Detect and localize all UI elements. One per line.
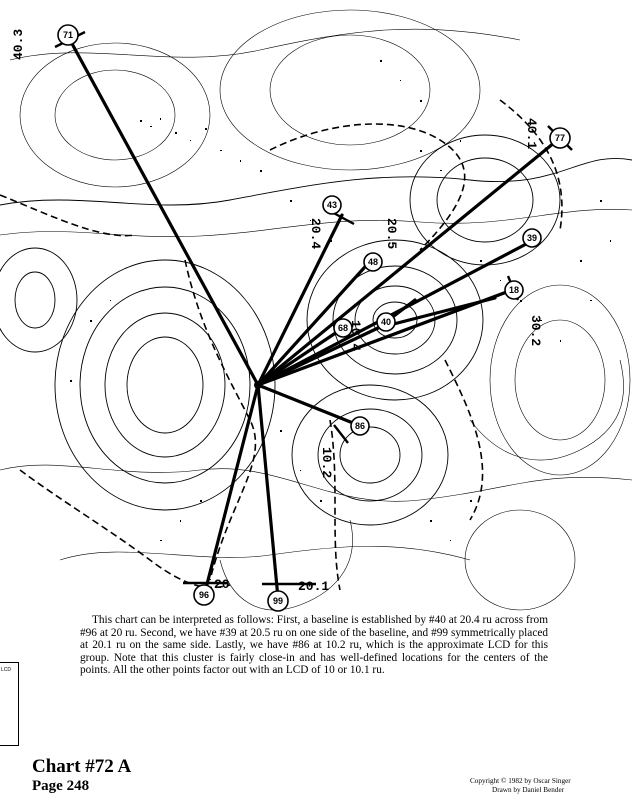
ray-86 bbox=[258, 385, 358, 425]
ray-96 bbox=[205, 385, 258, 592]
value-30-2: 30.2 bbox=[528, 315, 543, 347]
node-48 bbox=[364, 253, 382, 271]
svg-text:96: 96 bbox=[198, 590, 210, 600]
svg-text:68: 68 bbox=[337, 323, 349, 333]
node-43 bbox=[323, 196, 341, 214]
node-96 bbox=[194, 585, 214, 605]
value-10-2: 10.2 bbox=[319, 447, 334, 479]
svg-text:71: 71 bbox=[62, 30, 74, 40]
node-86 bbox=[351, 417, 369, 435]
value-10-4: 10.4 bbox=[348, 320, 363, 352]
node-18 bbox=[505, 281, 523, 299]
page-number: Page 248 bbox=[32, 778, 90, 794]
svg-text:99: 99 bbox=[272, 596, 284, 606]
isobars bbox=[0, 10, 632, 610]
node-71 bbox=[58, 25, 78, 45]
node-39 bbox=[523, 229, 541, 247]
ray-99 bbox=[258, 385, 278, 598]
svg-text:43: 43 bbox=[326, 200, 338, 210]
svg-text:40: 40 bbox=[380, 317, 392, 327]
node-77 bbox=[550, 128, 570, 148]
ray-77 bbox=[258, 138, 560, 385]
chart-title: Chart #72 A bbox=[32, 756, 132, 777]
ray-39 bbox=[258, 242, 530, 385]
point-markers bbox=[58, 25, 570, 611]
value-40-3: 40.3 bbox=[11, 28, 26, 60]
ray-71 bbox=[70, 40, 258, 385]
copyright-block bbox=[470, 777, 620, 795]
value-20-4: 20.4 bbox=[308, 218, 323, 250]
svg-text:39: 39 bbox=[526, 233, 538, 243]
rays bbox=[70, 40, 560, 598]
side-legend-label: LCD bbox=[1, 667, 12, 673]
value-40-1: 40.1 bbox=[524, 118, 539, 150]
value-20: 20 bbox=[214, 577, 230, 592]
frontal-lines bbox=[0, 100, 562, 590]
svg-text:86: 86 bbox=[354, 421, 366, 431]
caption-text: This chart can be interpreted as follows: First, a baseline is established by #40 at 20.4 ru across from #96 at 20 ru. Second, we have #39 at 20.5 ru on one side of the baseline, and #99 symmetrically placed at 20.1 ru on the same side. Lastly, we have #86 at 10.2 ru, which is the approximate LCD for this group. Note that this cluster is fairly close-in and has well-defined locations for the centers of the points. All the other points factor out with an LCD of 10 or 10.1 ru. bbox=[80, 614, 548, 677]
value-20-1: 20.1 bbox=[298, 579, 330, 594]
node-40 bbox=[377, 313, 395, 331]
end-ticks bbox=[55, 32, 572, 584]
value-20-5: 20.5 bbox=[384, 218, 399, 250]
drawn-by-line: Drawn by Daniel Bender bbox=[492, 786, 565, 794]
copyright-line: Copyright © 1982 by Oscar Singer bbox=[470, 777, 571, 785]
svg-text:77: 77 bbox=[554, 133, 566, 143]
side-legend-box bbox=[0, 662, 19, 746]
svg-text:18: 18 bbox=[508, 285, 520, 295]
chart-caption bbox=[80, 614, 548, 677]
node-99 bbox=[268, 591, 288, 611]
svg-text:48: 48 bbox=[367, 257, 379, 267]
hub-point bbox=[254, 381, 262, 389]
